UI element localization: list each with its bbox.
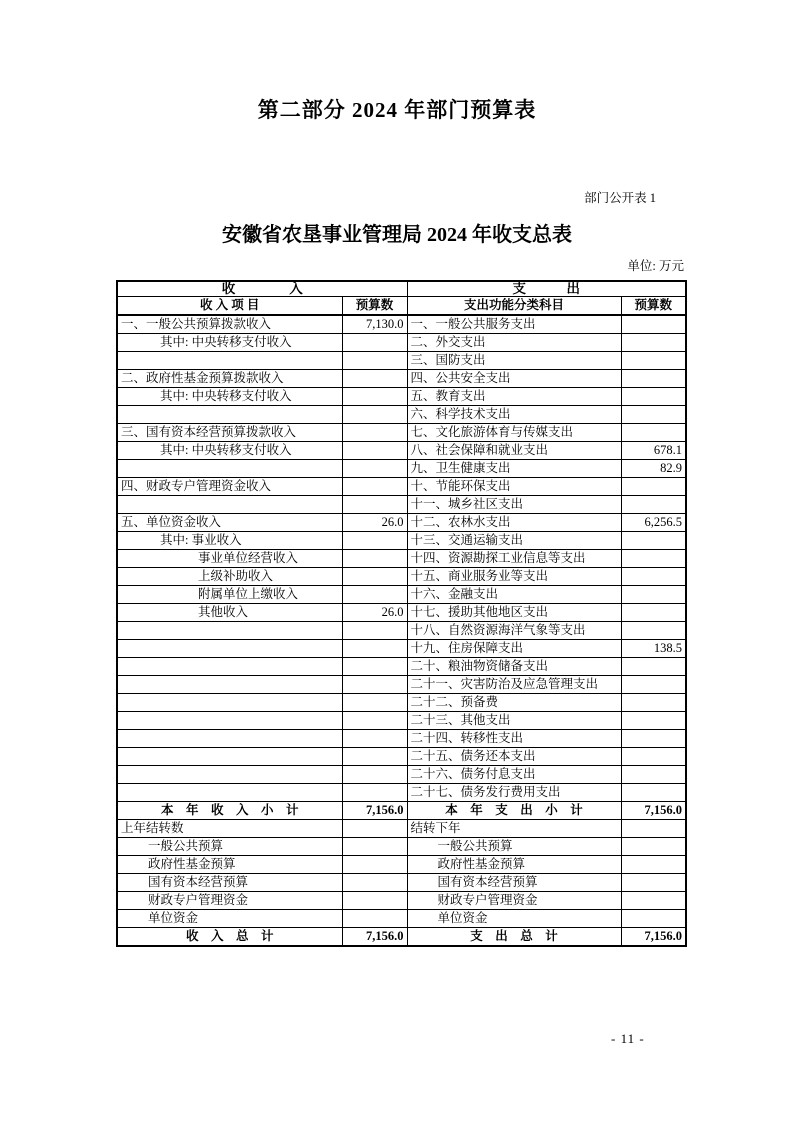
income-item-cell: 其中: 中央转移支付收入	[117, 442, 342, 460]
expense-budget-cell	[621, 604, 686, 622]
table-row	[117, 856, 686, 874]
income-item-cell: 上级补助收入	[117, 568, 342, 586]
expense-budget-cell	[621, 748, 686, 766]
expense-item-cell: 二十三、其他支出	[407, 712, 621, 730]
income-item-cell: 收 入 总 计	[117, 928, 342, 947]
part-title: 第二部分 2024 年部门预算表	[257, 98, 537, 122]
income-budget-cell	[342, 820, 407, 838]
expense-item-cell: 十七、援助其他地区支出	[407, 604, 621, 622]
expense-budget-cell	[621, 315, 686, 334]
expense-budget-cell	[621, 658, 686, 676]
expense-budget-cell: 678.1	[621, 442, 686, 460]
expense-item-cell: 十二、农林水支出	[407, 514, 621, 532]
expense-budget-cell	[621, 550, 686, 568]
expense-budget-cell	[621, 478, 686, 496]
expense-budget-cell: 6,256.5	[621, 514, 686, 532]
budget-table	[116, 280, 687, 947]
table-label: 部门公开表 1	[584, 191, 656, 205]
table-row	[117, 640, 686, 658]
income-budget-cell	[342, 460, 407, 478]
page-number: - 11 -	[611, 1031, 645, 1046]
expense-budget-cell	[621, 532, 686, 550]
income-budget-cell	[342, 622, 407, 640]
expense-budget-cell	[621, 568, 686, 586]
table-row	[117, 748, 686, 766]
expense-budget-cell	[621, 820, 686, 838]
expense-item-cell: 七、文化旅游体育与传媒支出	[407, 424, 621, 442]
income-item-cell	[117, 622, 342, 640]
expense-budget-cell	[621, 370, 686, 388]
income-item-cell: 本 年 收 入 小 计	[117, 802, 342, 820]
income-item-cell	[117, 406, 342, 424]
table-row	[117, 784, 686, 802]
table-row	[117, 802, 686, 820]
income-item-cell	[117, 352, 342, 370]
income-item-cell: 五、单位资金收入	[117, 514, 342, 532]
income-item-cell	[117, 766, 342, 784]
income-budget-cell	[342, 586, 407, 604]
expense-budget-cell	[621, 712, 686, 730]
table-row	[117, 838, 686, 856]
expense-budget-cell	[621, 496, 686, 514]
table-row	[117, 424, 686, 442]
table-row	[117, 928, 686, 947]
expense-item-cell: 支 出 总 计	[407, 928, 621, 947]
income-budget-cell	[342, 910, 407, 928]
table-row	[117, 568, 686, 586]
income-item-cell	[117, 676, 342, 694]
income-item-cell: 其中: 中央转移支付收入	[117, 388, 342, 406]
expense-item-cell: 一般公共预算	[407, 838, 621, 856]
table-row	[117, 820, 686, 838]
income-budget-cell: 7,130.0	[342, 315, 407, 334]
income-item-cell: 其中: 事业收入	[117, 532, 342, 550]
income-item-cell: 国有资本经营预算	[117, 874, 342, 892]
income-budget-cell	[342, 874, 407, 892]
expense-budget-cell	[621, 334, 686, 352]
table-row	[117, 550, 686, 568]
expense-budget-cell	[621, 586, 686, 604]
expense-budget-cell	[621, 676, 686, 694]
expense-item-cell: 十六、金融支出	[407, 586, 621, 604]
expense-budget-cell	[621, 874, 686, 892]
table-row	[117, 478, 686, 496]
expense-item-cell: 四、公共安全支出	[407, 370, 621, 388]
col-header-income-item: 收 入 项 目	[117, 297, 342, 316]
table-row	[117, 442, 686, 460]
income-budget-cell	[342, 424, 407, 442]
expense-item-cell: 财政专户管理资金	[407, 892, 621, 910]
table-row	[117, 388, 686, 406]
expense-budget-cell	[621, 892, 686, 910]
income-budget-cell	[342, 532, 407, 550]
income-item-cell: 附属单位上缴收入	[117, 586, 342, 604]
expense-item-cell: 十八、自然资源海洋气象等支出	[407, 622, 621, 640]
expense-item-cell: 二十五、债务还本支出	[407, 748, 621, 766]
expense-budget-cell	[621, 406, 686, 424]
income-section-header: 收 入	[117, 281, 407, 297]
col-header-expense-budget: 预算数	[621, 297, 686, 316]
expense-budget-cell	[621, 622, 686, 640]
expense-budget-cell	[621, 838, 686, 856]
table-row	[117, 460, 686, 478]
expense-budget-cell: 7,156.0	[621, 928, 686, 947]
income-budget-cell: 26.0	[342, 514, 407, 532]
expense-budget-cell	[621, 856, 686, 874]
table-row	[117, 586, 686, 604]
income-budget-cell	[342, 892, 407, 910]
expense-item-cell: 国有资本经营预算	[407, 874, 621, 892]
expense-budget-cell	[621, 910, 686, 928]
table-row	[117, 676, 686, 694]
income-budget-cell	[342, 370, 407, 388]
income-item-cell: 其中: 中央转移支付收入	[117, 334, 342, 352]
income-item-cell	[117, 784, 342, 802]
income-budget-cell	[342, 748, 407, 766]
expense-item-cell: 二、外交支出	[407, 334, 621, 352]
income-item-cell: 四、财政专户管理资金收入	[117, 478, 342, 496]
expense-item-cell: 二十四、转移性支出	[407, 730, 621, 748]
section-header-row	[117, 281, 686, 297]
expense-item-cell: 十一、城乡社区支出	[407, 496, 621, 514]
table-row	[117, 352, 686, 370]
expense-item-cell: 十三、交通运输支出	[407, 532, 621, 550]
income-item-cell: 单位资金	[117, 910, 342, 928]
table-row	[117, 532, 686, 550]
income-budget-cell	[342, 676, 407, 694]
income-item-cell	[117, 496, 342, 514]
table-row	[117, 658, 686, 676]
expense-item-cell: 二十七、债务发行费用支出	[407, 784, 621, 802]
income-item-cell: 财政专户管理资金	[117, 892, 342, 910]
expense-budget-cell: 138.5	[621, 640, 686, 658]
table-row	[117, 712, 686, 730]
income-budget-cell	[342, 550, 407, 568]
expense-budget-cell	[621, 730, 686, 748]
income-item-cell: 一般公共预算	[117, 838, 342, 856]
income-budget-cell	[342, 838, 407, 856]
income-item-cell	[117, 712, 342, 730]
expense-budget-cell	[621, 388, 686, 406]
table-row	[117, 622, 686, 640]
col-header-income-budget: 预算数	[342, 297, 407, 316]
expense-item-cell: 二十六、债务付息支出	[407, 766, 621, 784]
income-item-cell	[117, 640, 342, 658]
expense-item-cell: 单位资金	[407, 910, 621, 928]
income-item-cell: 上年结转数	[117, 820, 342, 838]
expense-item-cell: 结转下年	[407, 820, 621, 838]
income-budget-cell: 26.0	[342, 604, 407, 622]
income-item-cell	[117, 748, 342, 766]
income-budget-cell	[342, 352, 407, 370]
income-budget-cell	[342, 640, 407, 658]
income-budget-cell	[342, 442, 407, 460]
table-row	[117, 370, 686, 388]
table-row	[117, 892, 686, 910]
expense-item-cell: 五、教育支出	[407, 388, 621, 406]
column-header-row	[117, 297, 686, 316]
table-row	[117, 910, 686, 928]
income-budget-cell	[342, 658, 407, 676]
income-item-cell: 三、国有资本经营预算拨款收入	[117, 424, 342, 442]
income-item-cell	[117, 730, 342, 748]
table-row	[117, 496, 686, 514]
expense-budget-cell: 82.9	[621, 460, 686, 478]
income-item-cell: 政府性基金预算	[117, 856, 342, 874]
income-budget-cell: 7,156.0	[342, 802, 407, 820]
expense-item-cell: 政府性基金预算	[407, 856, 621, 874]
income-budget-cell	[342, 856, 407, 874]
income-budget-cell	[342, 568, 407, 586]
table-row	[117, 406, 686, 424]
income-budget-cell	[342, 496, 407, 514]
expense-item-cell: 二十一、灾害防治及应急管理支出	[407, 676, 621, 694]
expense-item-cell: 九、卫生健康支出	[407, 460, 621, 478]
expense-item-cell: 八、社会保障和就业支出	[407, 442, 621, 460]
expense-item-cell: 六、科学技术支出	[407, 406, 621, 424]
income-item-cell	[117, 658, 342, 676]
expense-item-cell: 本 年 支 出 小 计	[407, 802, 621, 820]
income-budget-cell	[342, 334, 407, 352]
income-budget-cell	[342, 766, 407, 784]
expense-budget-cell	[621, 352, 686, 370]
expense-item-cell: 十五、商业服务业等支出	[407, 568, 621, 586]
income-item-cell: 事业单位经营收入	[117, 550, 342, 568]
unit-note: 单位: 万元	[627, 259, 684, 273]
income-budget-cell	[342, 478, 407, 496]
expense-item-cell: 三、国防支出	[407, 352, 621, 370]
expense-item-cell: 二十二、预备费	[407, 694, 621, 712]
income-item-cell: 二、政府性基金预算拨款收入	[117, 370, 342, 388]
income-budget-cell	[342, 712, 407, 730]
col-header-expense-item: 支出功能分类科目	[407, 297, 621, 316]
expense-item-cell: 十九、住房保障支出	[407, 640, 621, 658]
income-budget-cell: 7,156.0	[342, 928, 407, 947]
table-row	[117, 334, 686, 352]
income-budget-cell	[342, 388, 407, 406]
income-item-cell	[117, 460, 342, 478]
expense-budget-cell	[621, 766, 686, 784]
income-item-cell: 其他收入	[117, 604, 342, 622]
expense-budget-cell: 7,156.0	[621, 802, 686, 820]
income-budget-cell	[342, 730, 407, 748]
expense-budget-cell	[621, 424, 686, 442]
income-item-cell: 一、一般公共预算拨款收入	[117, 315, 342, 334]
income-budget-cell	[342, 784, 407, 802]
table-row	[117, 766, 686, 784]
table-row	[117, 694, 686, 712]
table-row	[117, 730, 686, 748]
table-row	[117, 514, 686, 532]
expense-item-cell: 二十、粮油物资储备支出	[407, 658, 621, 676]
expense-item-cell: 一、一般公共服务支出	[407, 315, 621, 334]
table-title: 安徽省农垦事业管理局 2024 年收支总表	[222, 224, 572, 246]
expense-budget-cell	[621, 694, 686, 712]
income-budget-cell	[342, 406, 407, 424]
expense-item-cell: 十、节能环保支出	[407, 478, 621, 496]
expense-item-cell: 十四、资源勘探工业信息等支出	[407, 550, 621, 568]
expense-section-header: 支 出	[407, 281, 686, 297]
income-budget-cell	[342, 694, 407, 712]
table-row	[117, 874, 686, 892]
table-row	[117, 604, 686, 622]
table-row	[117, 315, 686, 334]
expense-budget-cell	[621, 784, 686, 802]
income-item-cell	[117, 694, 342, 712]
